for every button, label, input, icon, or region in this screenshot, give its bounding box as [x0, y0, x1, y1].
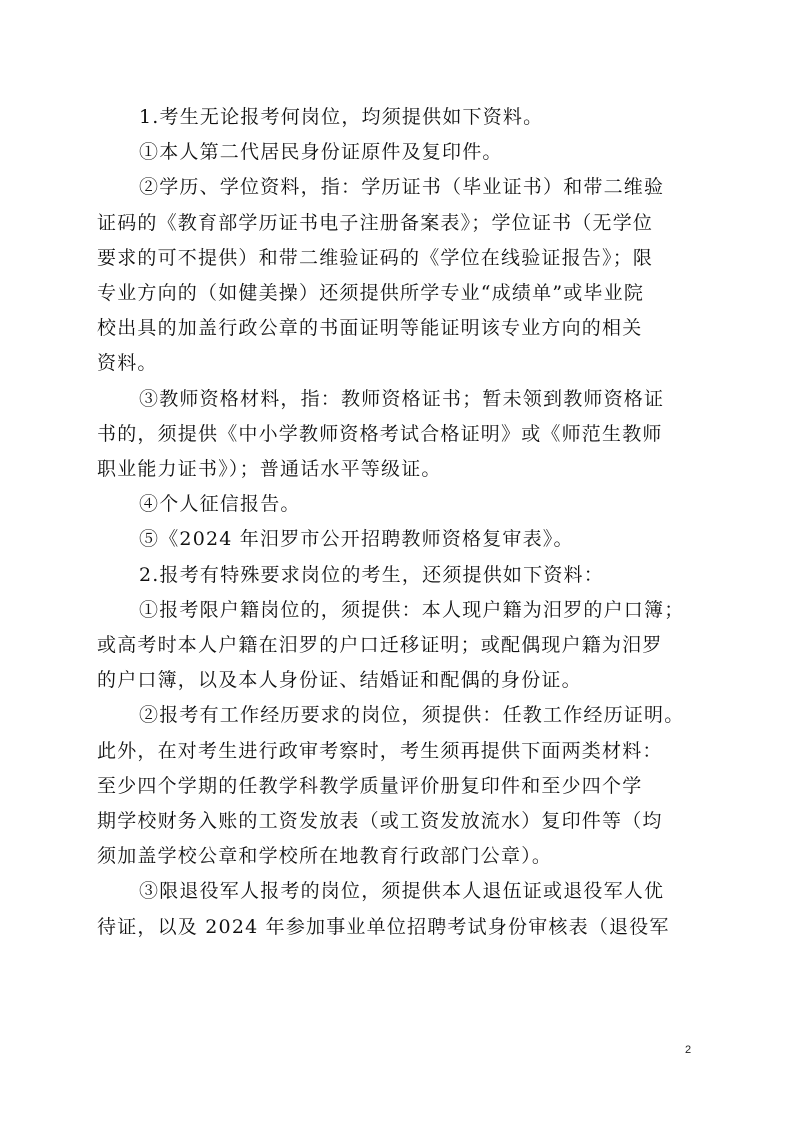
text-line: 校出具的加盖行政公章的书面证明等能证明该专业方向的相关	[97, 317, 643, 340]
text-line: ②报考有工作经历要求的岗位，须提供：任教工作经历证明。	[139, 704, 685, 727]
text-line: 2.报考有特殊要求岗位的考生，还须提供如下资料：	[139, 563, 604, 586]
text-line: 专业方向的（如健美操）还须提供所学专业“成绩单”或毕业院	[97, 282, 645, 305]
text-line: 须加盖学校公章和学校所在地教育行政部门公章）。	[97, 845, 553, 868]
paragraph	[97, 487, 697, 522]
paragraph	[97, 874, 697, 944]
paragraph	[97, 698, 697, 874]
paragraph	[97, 135, 697, 170]
paragraph	[97, 593, 697, 699]
text-line: 的户口簿，以及本人身份证、结婚证和配偶的身份证。	[97, 669, 582, 692]
paragraph	[97, 100, 697, 135]
text-line: 此外，在对考生进行政审考察时，考生须再提供下面两类材料：	[97, 739, 663, 762]
paragraph	[97, 382, 697, 488]
text-line: 书的，须提供《中小学教师资格考试合格证明》或《师范生教师	[97, 422, 663, 445]
text-line: ③限退役军人报考的岗位，须提供本人退伍证或退役军人优	[139, 880, 665, 903]
text-line: 资料。	[97, 352, 158, 375]
text-line: ④个人征信报告。	[139, 493, 301, 516]
text-line: ③教师资格材料，指：教师资格证书；暂未领到教师资格证	[139, 387, 665, 410]
text-line: ①报考限户籍岗位的，须提供：本人现户籍为汨罗的户口簿；	[139, 598, 685, 621]
text-line: 职业能力证书》）；普通话水平等级证。	[97, 458, 442, 481]
text-line: 证码的《教育部学历证书电子注册备案表》；学位证书（无学位	[97, 211, 654, 234]
text-line: 期学校财务入账的工资发放表（或工资发放流水）复印件等（均	[97, 810, 663, 833]
paragraph	[97, 558, 697, 593]
text-line: 或高考时本人户籍在汨罗的户口迁移证明；或配偶现户籍为汨罗	[97, 634, 663, 657]
text-line: 至少四个学期的任教学科教学质量评价册复印件和至少四个学	[97, 774, 643, 797]
text-line: 要求的可不提供）和带二维验证码的《学位在线验证报告》；限	[97, 246, 654, 269]
text-line: ②学历、学位资料，指：学历证书（毕业证书）和带二维验	[139, 176, 665, 199]
text-line: 1.考生无论报考何岗位，均须提供如下资料。	[139, 106, 544, 128]
paragraph	[97, 522, 697, 557]
paragraph	[97, 170, 697, 381]
text-line: ⑤《2024 年汨罗市公开招聘教师资格复审表》。	[139, 528, 574, 551]
text-line: 待证，以及 2024 年参加事业单位招聘考试身份审核表（退役军	[97, 915, 670, 938]
page-number: 2	[685, 1044, 692, 1056]
document-body	[97, 100, 697, 945]
text-line: ①本人第二代居民身份证原件及复印件。	[139, 141, 503, 164]
